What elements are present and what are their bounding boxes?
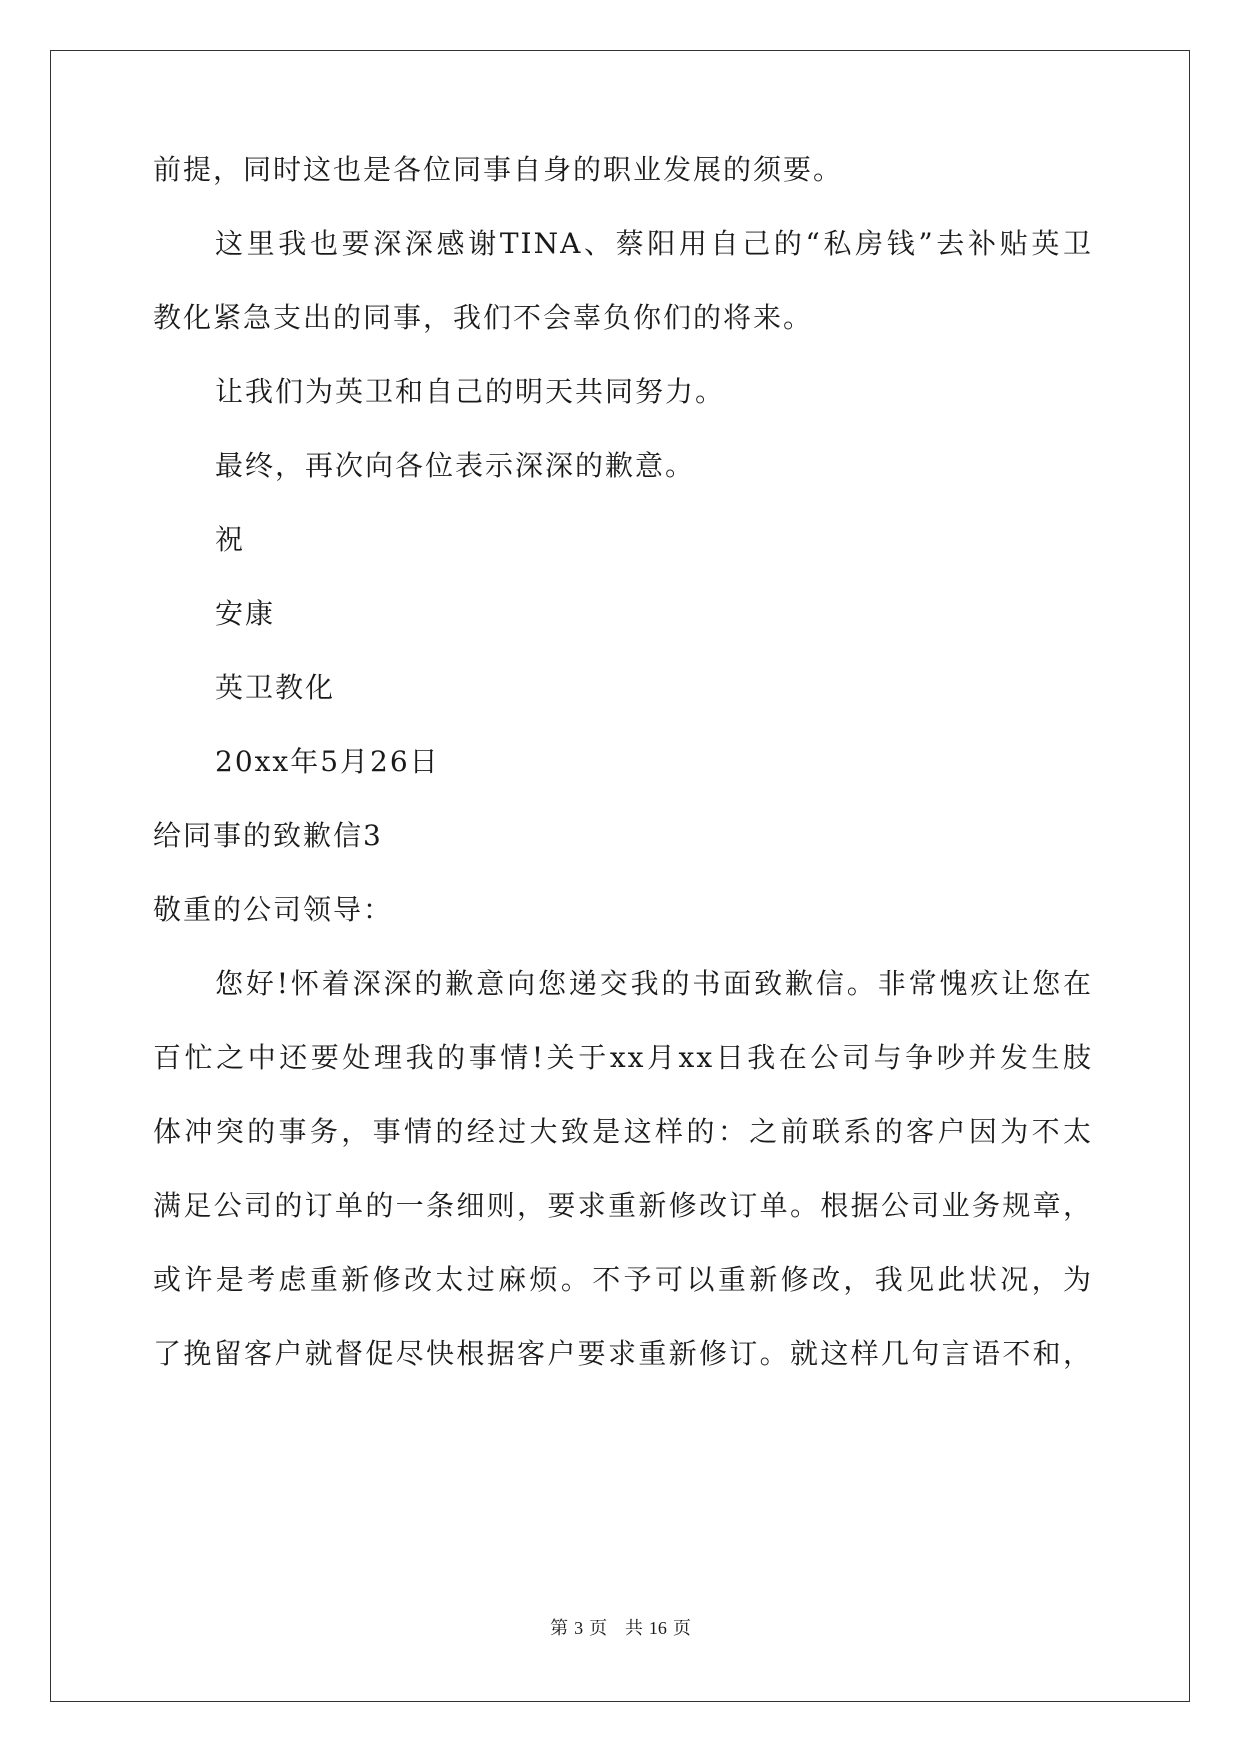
total-prefix: 共 xyxy=(624,1618,643,1639)
paragraph-line: 满足公司的订单的一条细则，要求重新修改订单。根据公司业务规章， xyxy=(153,1189,1093,1222)
closing-greeting: 祝 xyxy=(215,523,246,556)
page-prefix: 第 xyxy=(550,1618,569,1639)
page-footer xyxy=(0,1616,1241,1641)
paragraph-line: 百忙之中还要处理我的事情!关于xx月xx日我在公司与争吵并发生肢 xyxy=(153,1041,1093,1074)
paragraph-line: 了挽留客户就督促尽快根据客户要求重新修订。就这样几句言语不和， xyxy=(153,1337,1093,1370)
current-page-number: 3 xyxy=(574,1618,584,1638)
paragraph-line: 体冲突的事务，事情的经过大致是这样的：之前联系的客户因为不太 xyxy=(153,1115,1093,1148)
page-number-label xyxy=(547,1618,616,1639)
total-pages-label xyxy=(622,1618,694,1639)
paragraph-line: 前提，同时这也是各位同事自身的职业发展的须要。 xyxy=(153,153,844,186)
paragraph-line: 或许是考虑重新修改太过麻烦。不予可以重新修改，我见此状况，为 xyxy=(153,1263,1093,1296)
total-suffix: 页 xyxy=(672,1618,691,1639)
paragraph-line: 教化紧急支出的同事，我们不会辜负你们的将来。 xyxy=(153,301,814,334)
salutation: 敬重的公司领导： xyxy=(153,893,394,926)
signature-name: 英卫教化 xyxy=(215,671,336,704)
total-page-number: 16 xyxy=(648,1618,667,1638)
signature-date: 20xx年5月26日 xyxy=(215,745,440,778)
paragraph-line: 最终，再次向各位表示深深的歉意。 xyxy=(215,449,696,482)
page-suffix: 页 xyxy=(589,1618,608,1639)
paragraph-line: 您好!怀着深深的歉意向您递交我的书面致歉信。非常愧疚让您在 xyxy=(215,967,1093,1000)
closing-wish: 安康 xyxy=(215,597,276,630)
paragraph-line: 这里我也要深深感谢TINA、蔡阳用自己的“私房钱”去补贴英卫 xyxy=(215,227,1093,260)
paragraph-line: 让我们为英卫和自己的明天共同努力。 xyxy=(215,375,726,408)
section-title: 给同事的致歉信3 xyxy=(153,819,383,852)
